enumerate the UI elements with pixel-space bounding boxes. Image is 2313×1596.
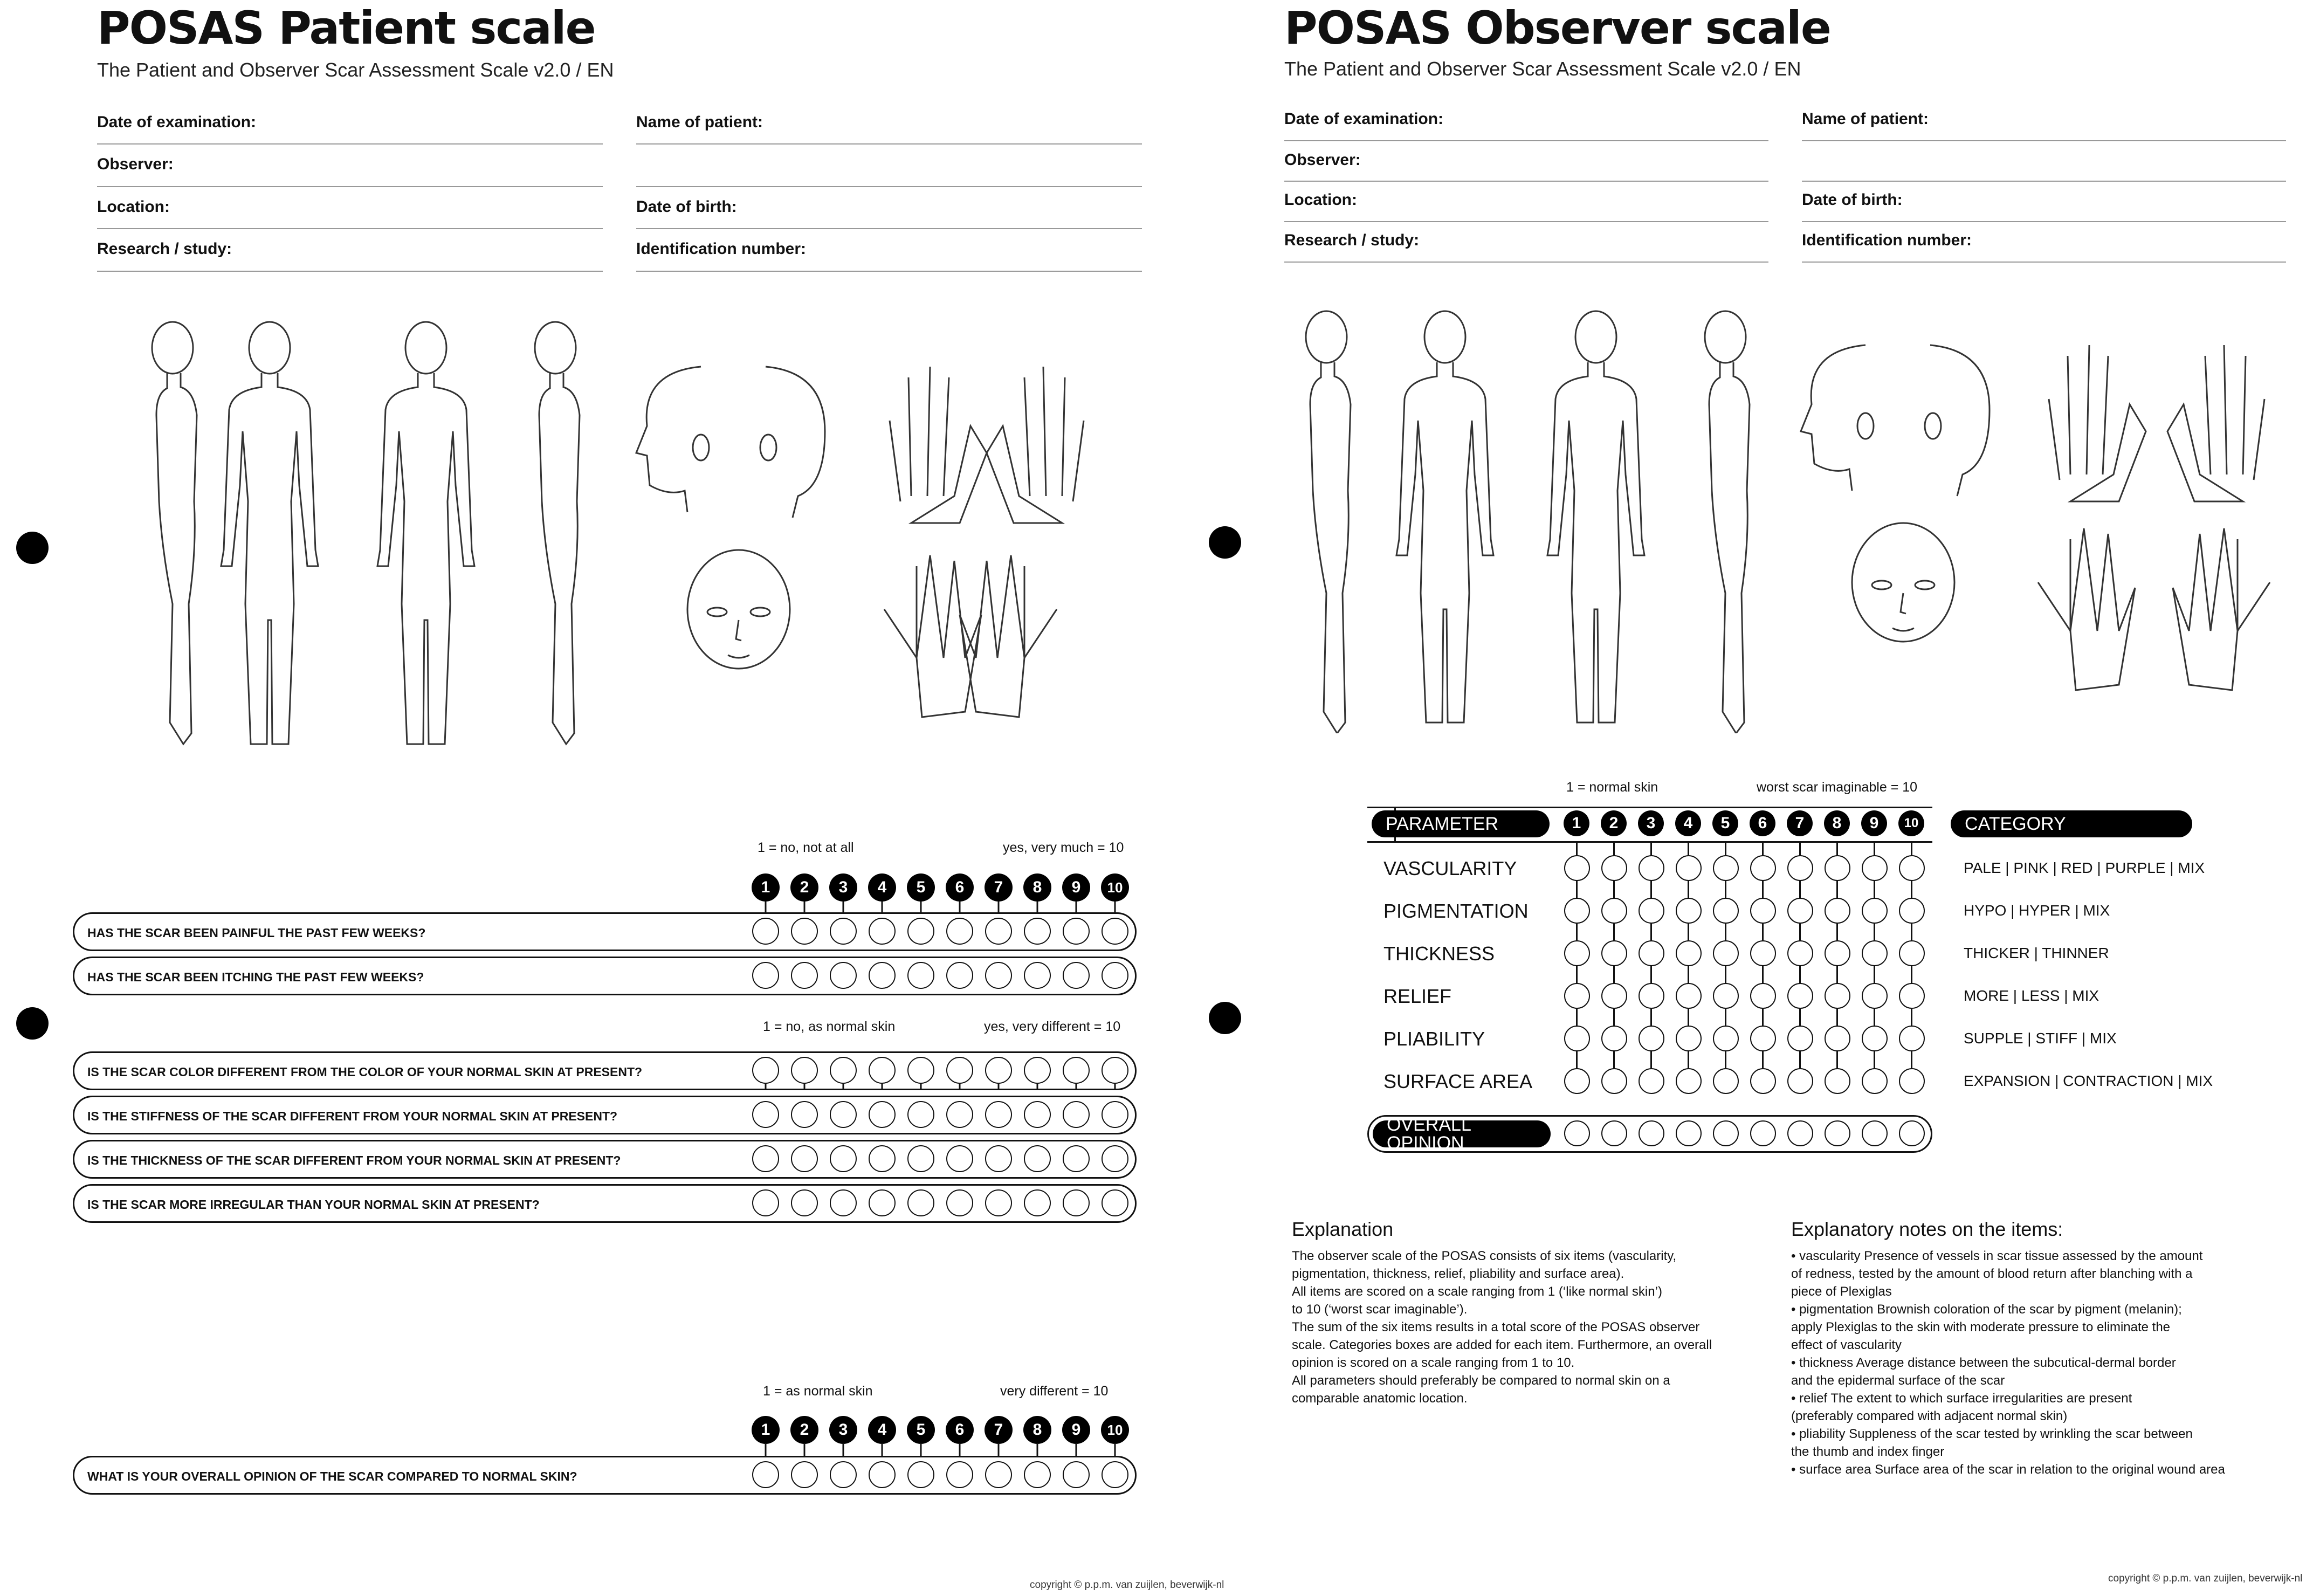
answer-circle[interactable] — [830, 1461, 857, 1488]
answer-circle[interactable] — [752, 1101, 779, 1128]
question-text: IS THE SCAR MORE IRREGULAR THAN YOUR NORMAL SKIN AT PRESENT? — [87, 1198, 540, 1212]
parameter-label: VASCULARITY — [1383, 857, 1517, 879]
punch-hole — [16, 532, 49, 564]
answer-circle[interactable] — [1063, 1145, 1090, 1172]
question-text: IS THE THICKNESS OF THE SCAR DIFFERENT FROM YOUR NORMAL SKIN AT PRESENT? — [87, 1153, 621, 1167]
answer-circle[interactable] — [1899, 855, 1925, 881]
answer-circle[interactable] — [1063, 1461, 1090, 1488]
answer-circle[interactable] — [830, 1145, 857, 1172]
answer-circle[interactable] — [1564, 983, 1590, 1009]
page-title: POSAS Patient scale — [97, 2, 595, 54]
body-diagram-illustration — [92, 313, 1148, 766]
answer-circle[interactable] — [1564, 1068, 1590, 1094]
answer-circle[interactable] — [869, 962, 896, 989]
answer-circle[interactable] — [907, 1057, 934, 1084]
answer-circle[interactable] — [1899, 1120, 1925, 1146]
answer-circle[interactable] — [830, 918, 857, 945]
answer-circle[interactable] — [791, 1189, 818, 1216]
question-text: IS THE SCAR COLOR DIFFERENT FROM THE COLOR OF YOUR NORMAL SKIN AT PRESENT? — [87, 1065, 643, 1079]
category-options[interactable]: PALE | PINK | RED | PURPLE | MIX — [1964, 859, 2205, 876]
question-text: HAS THE SCAR BEEN ITCHING THE PAST FEW WEEKS? — [87, 970, 424, 984]
body-diagram-illustration — [1283, 302, 2286, 733]
scale-number: 9 — [1861, 810, 1887, 836]
answer-circle[interactable] — [907, 1101, 934, 1128]
explanation-heading: Explanation — [1292, 1218, 1394, 1240]
question-row — [73, 1140, 1137, 1179]
question-row — [73, 1096, 1137, 1134]
category-options[interactable]: SUPPLE | STIFF | MIX — [1964, 1030, 2117, 1047]
scale-caption-min: 1 = no, not at all — [758, 840, 854, 855]
answer-circle[interactable] — [1899, 1068, 1925, 1094]
field-date-of-birth[interactable]: Date of birth: — [636, 198, 737, 216]
scale-number: 10 — [1101, 1416, 1129, 1444]
answer-circle[interactable] — [1676, 1120, 1702, 1146]
answer-circle[interactable] — [869, 1145, 896, 1172]
answer-circle[interactable] — [869, 1101, 896, 1128]
answer-circle[interactable] — [752, 1145, 779, 1172]
scale-caption-max: yes, very much = 10 — [1003, 840, 1124, 855]
answer-circle[interactable] — [1862, 898, 1888, 924]
explanation-text: The observer scale of the POSAS consists of six items (vascularity, pigmentation, thickness, relief, pliability and surface area). All items are scored on a scale ranging from 1 (‘like normal skin’) to 10 (‘worst scar imaginable’). The sum of the six items results in a total score of the POSAS observer scale. Categories boxes are added for each item. Furthermore, an overall opinion is scored on a scale ranging from 1 to 10. All parameters should preferably be compared to normal skin on a comparable anatomic location. — [1292, 1249, 1712, 1406]
answer-circle[interactable] — [791, 1145, 818, 1172]
answer-circle[interactable] — [1024, 1057, 1051, 1084]
answer-circle[interactable] — [1750, 1068, 1776, 1094]
field-date-of-birth[interactable]: Date of birth: — [1802, 191, 1903, 209]
category-options[interactable]: MORE | LESS | MIX — [1964, 987, 2099, 1004]
answer-circle[interactable] — [1787, 1026, 1813, 1051]
answer-circle[interactable] — [1601, 983, 1627, 1009]
answer-circle[interactable] — [985, 1101, 1012, 1128]
answer-circle[interactable] — [1601, 940, 1627, 966]
question-text: HAS THE SCAR BEEN PAINFUL THE PAST FEW WEEKS? — [87, 926, 426, 940]
field-date-of-examination[interactable]: Date of examination: — [97, 113, 257, 131]
parameter-label: PLIABILITY — [1383, 1028, 1485, 1050]
answer-circle[interactable] — [1713, 1026, 1739, 1051]
scale-number: 6 — [946, 1416, 974, 1444]
answer-circle[interactable] — [1750, 855, 1776, 881]
answer-circle[interactable] — [1713, 983, 1739, 1009]
parameter-header: PARAMETER — [1372, 810, 1550, 837]
answer-circle[interactable] — [1899, 1026, 1925, 1051]
field-line — [1284, 262, 1768, 263]
parameter-label: SURFACE AREA — [1383, 1070, 1533, 1092]
answer-circle[interactable] — [1639, 983, 1664, 1009]
answer-circle[interactable] — [791, 962, 818, 989]
answer-circle[interactable] — [1601, 1026, 1627, 1051]
overall-opinion-label: OVERALL OPINION — [1373, 1120, 1551, 1147]
answer-circle[interactable] — [1862, 1120, 1888, 1146]
answer-circle[interactable] — [869, 918, 896, 945]
answer-circle[interactable] — [1787, 940, 1813, 966]
scale-number: 8 — [1824, 810, 1850, 836]
punch-hole — [1209, 1002, 1241, 1034]
scale-number: 3 — [1638, 810, 1664, 836]
table-frame-line — [1367, 807, 1932, 808]
scale-number: 1 — [752, 1416, 780, 1444]
field-line — [636, 143, 1142, 145]
answer-circle[interactable] — [907, 1461, 934, 1488]
answer-circle[interactable] — [1825, 940, 1850, 966]
answer-circle[interactable] — [1825, 1068, 1850, 1094]
answer-circle[interactable] — [869, 1189, 896, 1216]
answer-circle[interactable] — [1024, 918, 1051, 945]
answer-circle[interactable] — [1639, 1068, 1664, 1094]
answer-circle[interactable] — [985, 962, 1012, 989]
field-line — [1284, 181, 1768, 182]
answer-circle[interactable] — [946, 1057, 973, 1084]
answer-circle[interactable] — [1676, 898, 1702, 924]
page-title: POSAS Observer scale — [1284, 2, 1830, 54]
scale-number: 5 — [907, 873, 935, 902]
answer-circle[interactable] — [1102, 962, 1128, 989]
answer-circle[interactable] — [1862, 1068, 1888, 1094]
answer-circle[interactable] — [1750, 898, 1776, 924]
answer-circle[interactable] — [907, 918, 934, 945]
field-line — [97, 186, 603, 187]
field-observer[interactable]: Observer: — [97, 155, 174, 173]
scale-number: 4 — [868, 1416, 896, 1444]
answer-circle[interactable] — [752, 918, 779, 945]
field-observer[interactable]: Observer: — [1284, 151, 1361, 169]
question-text: WHAT IS YOUR OVERALL OPINION OF THE SCAR COMPARED TO NORMAL SKIN? — [87, 1469, 577, 1483]
question-row — [73, 1184, 1137, 1223]
answer-circle[interactable] — [1713, 940, 1739, 966]
answer-circle[interactable] — [1639, 1026, 1664, 1051]
answer-circle[interactable] — [1713, 1120, 1739, 1146]
answer-circle[interactable] — [985, 918, 1012, 945]
copyright-text: copyright © p.p.m. van zuijlen, beverwijk-nl — [1030, 1579, 1224, 1591]
answer-circle[interactable] — [1750, 1026, 1776, 1051]
parameter-label: RELIEF — [1383, 985, 1452, 1007]
scale-number: 3 — [829, 873, 857, 902]
field-line — [1802, 181, 2286, 182]
scale-number: 4 — [868, 873, 896, 902]
answer-circle[interactable] — [1787, 1068, 1813, 1094]
field-date-of-examination[interactable]: Date of examination: — [1284, 110, 1444, 128]
scale-number: 2 — [790, 873, 818, 902]
answer-circle[interactable] — [946, 1189, 973, 1216]
category-options[interactable]: THICKER | THINNER — [1964, 945, 2109, 961]
answer-circle[interactable] — [1787, 855, 1813, 881]
answer-circle[interactable] — [752, 1189, 779, 1216]
scale-caption-min: 1 = no, as normal skin — [763, 1019, 896, 1034]
answer-circle[interactable] — [791, 1461, 818, 1488]
field-line — [1802, 221, 2286, 222]
answer-circle[interactable] — [1713, 1068, 1739, 1094]
answer-circle[interactable] — [1639, 1120, 1664, 1146]
answer-circle[interactable] — [830, 1057, 857, 1084]
question-row — [73, 1456, 1137, 1495]
answer-circle[interactable] — [1825, 855, 1850, 881]
answer-circle[interactable] — [1024, 1145, 1051, 1172]
answer-circle[interactable] — [1787, 1120, 1813, 1146]
scale-number: 10 — [1898, 810, 1924, 836]
question-row — [73, 957, 1137, 995]
answer-circle[interactable] — [752, 1461, 779, 1488]
answer-circle[interactable] — [1564, 1120, 1590, 1146]
category-options[interactable]: EXPANSION | CONTRACTION | MIX — [1964, 1072, 2213, 1089]
field-line — [636, 271, 1142, 272]
scale-number: 9 — [1062, 873, 1090, 902]
scale-caption-max: very different = 10 — [1000, 1384, 1109, 1399]
category-options[interactable]: HYPO | HYPER | MIX — [1964, 902, 2110, 919]
answer-circle[interactable] — [1899, 898, 1925, 924]
field-line — [97, 143, 603, 145]
answer-circle[interactable] — [1102, 1189, 1128, 1216]
answer-circle[interactable] — [1862, 983, 1888, 1009]
answer-circle[interactable] — [1676, 855, 1702, 881]
scale-number: 1 — [752, 873, 780, 902]
question-text: IS THE STIFFNESS OF THE SCAR DIFFERENT FROM YOUR NORMAL SKIN AT PRESENT? — [87, 1109, 618, 1123]
answer-circle[interactable] — [1063, 1101, 1090, 1128]
table-frame-line — [1367, 841, 1932, 843]
answer-circle[interactable] — [1676, 1026, 1702, 1051]
scale-number: 8 — [1023, 873, 1051, 902]
answer-circle[interactable] — [830, 962, 857, 989]
answer-circle[interactable] — [1750, 983, 1776, 1009]
field-line — [1802, 262, 2286, 263]
scale-number: 4 — [1675, 810, 1701, 836]
answer-circle[interactable] — [1862, 1026, 1888, 1051]
answer-circle[interactable] — [1601, 898, 1627, 924]
notes-heading: Explanatory notes on the items: — [1791, 1218, 2063, 1240]
field-name-of-patient[interactable]: Name of patient: — [636, 113, 763, 131]
field-line — [636, 228, 1142, 229]
scale-number: 2 — [1601, 810, 1627, 836]
answer-circle[interactable] — [946, 918, 973, 945]
answer-circle[interactable] — [1102, 1145, 1128, 1172]
scale-number: 8 — [1023, 1416, 1051, 1444]
question-row — [73, 912, 1137, 951]
answer-circle[interactable] — [1564, 1026, 1590, 1051]
scale-number: 7 — [985, 873, 1013, 902]
answer-circle[interactable] — [1750, 1120, 1776, 1146]
answer-circle[interactable] — [752, 1057, 779, 1084]
answer-circle[interactable] — [907, 1189, 934, 1216]
scale-number: 7 — [1787, 810, 1813, 836]
answer-circle[interactable] — [1750, 940, 1776, 966]
answer-circle[interactable] — [1564, 940, 1590, 966]
scale-number: 2 — [790, 1416, 818, 1444]
page-subtitle: The Patient and Observer Scar Assessment Scale v2.0 / EN — [97, 59, 614, 81]
answer-circle[interactable] — [985, 1057, 1012, 1084]
answer-circle[interactable] — [907, 1145, 934, 1172]
answer-circle[interactable] — [1825, 983, 1850, 1009]
answer-circle[interactable] — [1564, 898, 1590, 924]
answer-circle[interactable] — [1102, 918, 1128, 945]
scale-number: 6 — [1750, 810, 1775, 836]
parameter-label: PIGMENTATION — [1383, 900, 1529, 922]
answer-circle[interactable] — [1639, 898, 1664, 924]
answer-circle[interactable] — [1713, 855, 1739, 881]
parameter-label: THICKNESS — [1383, 943, 1495, 965]
scale-caption-min: 1 = as normal skin — [763, 1384, 873, 1399]
answer-circle[interactable] — [1639, 855, 1664, 881]
answer-circle[interactable] — [1024, 1189, 1051, 1216]
category-header: CATEGORY — [1951, 810, 2192, 837]
answer-circle[interactable] — [985, 1145, 1012, 1172]
answer-circle[interactable] — [1787, 898, 1813, 924]
field-location[interactable]: Location: — [1284, 191, 1357, 209]
field-line — [1284, 221, 1768, 222]
answer-circle[interactable] — [869, 1057, 896, 1084]
punch-hole — [16, 1007, 49, 1040]
answer-circle[interactable] — [1899, 940, 1925, 966]
answer-circle[interactable] — [791, 918, 818, 945]
answer-circle[interactable] — [1601, 1120, 1627, 1146]
page-subtitle: The Patient and Observer Scar Assessment Scale v2.0 / EN — [1284, 58, 1801, 80]
scale-caption-max: worst scar imaginable = 10 — [1757, 780, 1918, 795]
answer-circle[interactable] — [1676, 1068, 1702, 1094]
answer-circle[interactable] — [1825, 1120, 1850, 1146]
answer-circle[interactable] — [1825, 1026, 1850, 1051]
answer-circle[interactable] — [1713, 898, 1739, 924]
answer-circle[interactable] — [946, 962, 973, 989]
scale-caption-min: 1 = normal skin — [1566, 780, 1658, 795]
answer-circle[interactable] — [791, 1101, 818, 1128]
field-location[interactable]: Location: — [97, 198, 170, 216]
field-line — [636, 186, 1142, 187]
answer-circle[interactable] — [1676, 940, 1702, 966]
answer-circle[interactable] — [830, 1189, 857, 1216]
answer-circle[interactable] — [1102, 1461, 1128, 1488]
question-row — [73, 1051, 1137, 1090]
scale-number: 5 — [907, 1416, 935, 1444]
answer-circle[interactable] — [985, 1189, 1012, 1216]
answer-circle[interactable] — [907, 962, 934, 989]
field-research-study[interactable]: Research / study: — [1284, 231, 1420, 249]
answer-circle[interactable] — [791, 1057, 818, 1084]
scale-number: 5 — [1712, 810, 1738, 836]
answer-circle[interactable] — [946, 1461, 973, 1488]
answer-circle[interactable] — [1024, 1101, 1051, 1128]
field-name-of-patient[interactable]: Name of patient: — [1802, 110, 1929, 128]
field-line — [1802, 140, 2286, 141]
field-line — [97, 228, 603, 229]
scale-caption-max: yes, very different = 10 — [984, 1019, 1121, 1034]
field-line — [1284, 140, 1768, 141]
field-line — [97, 271, 603, 272]
answer-circle[interactable] — [830, 1101, 857, 1128]
answer-circle[interactable] — [1024, 1461, 1051, 1488]
copyright-text: copyright © p.p.m. van zuijlen, beverwijk-nl — [2108, 1573, 2303, 1584]
notes-text: • vascularity Presence of vessels in scar tissue assessed by the amount of redness, tested by the amount of blood return after blanching with a piece of Plexiglas • pigmentation Brownish coloration of the scar by pigment (melanin); apply Plexiglas to the skin with moderate pressure to eliminate the effect of vascularity • thickness Average distance between the subcutical-dermal border and the epidermal surface of the scar • relief The extent to which surface irregularities are present (preferably compared with adjacent normal skin) • pliability Suppleness of the scar tested by wrinkling the scar between the thumb and index finger • surface area Surface area of the scar in relation to the original wound area — [1791, 1249, 2225, 1477]
answer-circle[interactable] — [1063, 1057, 1090, 1084]
scale-number: 9 — [1062, 1416, 1090, 1444]
answer-circle[interactable] — [985, 1461, 1012, 1488]
answer-circle[interactable] — [1601, 855, 1627, 881]
answer-circle[interactable] — [1787, 983, 1813, 1009]
scale-number: 1 — [1564, 810, 1589, 836]
scale-number: 6 — [946, 873, 974, 902]
scale-number: 3 — [829, 1416, 857, 1444]
answer-circle[interactable] — [946, 1101, 973, 1128]
answer-circle[interactable] — [1601, 1068, 1627, 1094]
answer-circle[interactable] — [1102, 1101, 1128, 1128]
answer-circle[interactable] — [1102, 1057, 1128, 1084]
answer-circle[interactable] — [1063, 918, 1090, 945]
scale-number: 7 — [985, 1416, 1013, 1444]
answer-circle[interactable] — [1862, 940, 1888, 966]
answer-circle[interactable] — [1676, 983, 1702, 1009]
answer-circle[interactable] — [946, 1145, 973, 1172]
answer-circle[interactable] — [1063, 962, 1090, 989]
answer-circle[interactable] — [869, 1461, 896, 1488]
answer-circle[interactable] — [1862, 855, 1888, 881]
answer-circle[interactable] — [752, 962, 779, 989]
punch-hole — [1209, 526, 1241, 559]
field-identification-number[interactable]: Identification number: — [1802, 231, 1972, 249]
field-identification-number[interactable]: Identification number: — [636, 240, 806, 258]
answer-circle[interactable] — [1063, 1189, 1090, 1216]
answer-circle[interactable] — [1825, 898, 1850, 924]
field-research-study[interactable]: Research / study: — [97, 240, 232, 258]
answer-circle[interactable] — [1899, 983, 1925, 1009]
answer-circle[interactable] — [1024, 962, 1051, 989]
answer-circle[interactable] — [1564, 855, 1590, 881]
answer-circle[interactable] — [1639, 940, 1664, 966]
scale-number: 10 — [1101, 873, 1129, 902]
